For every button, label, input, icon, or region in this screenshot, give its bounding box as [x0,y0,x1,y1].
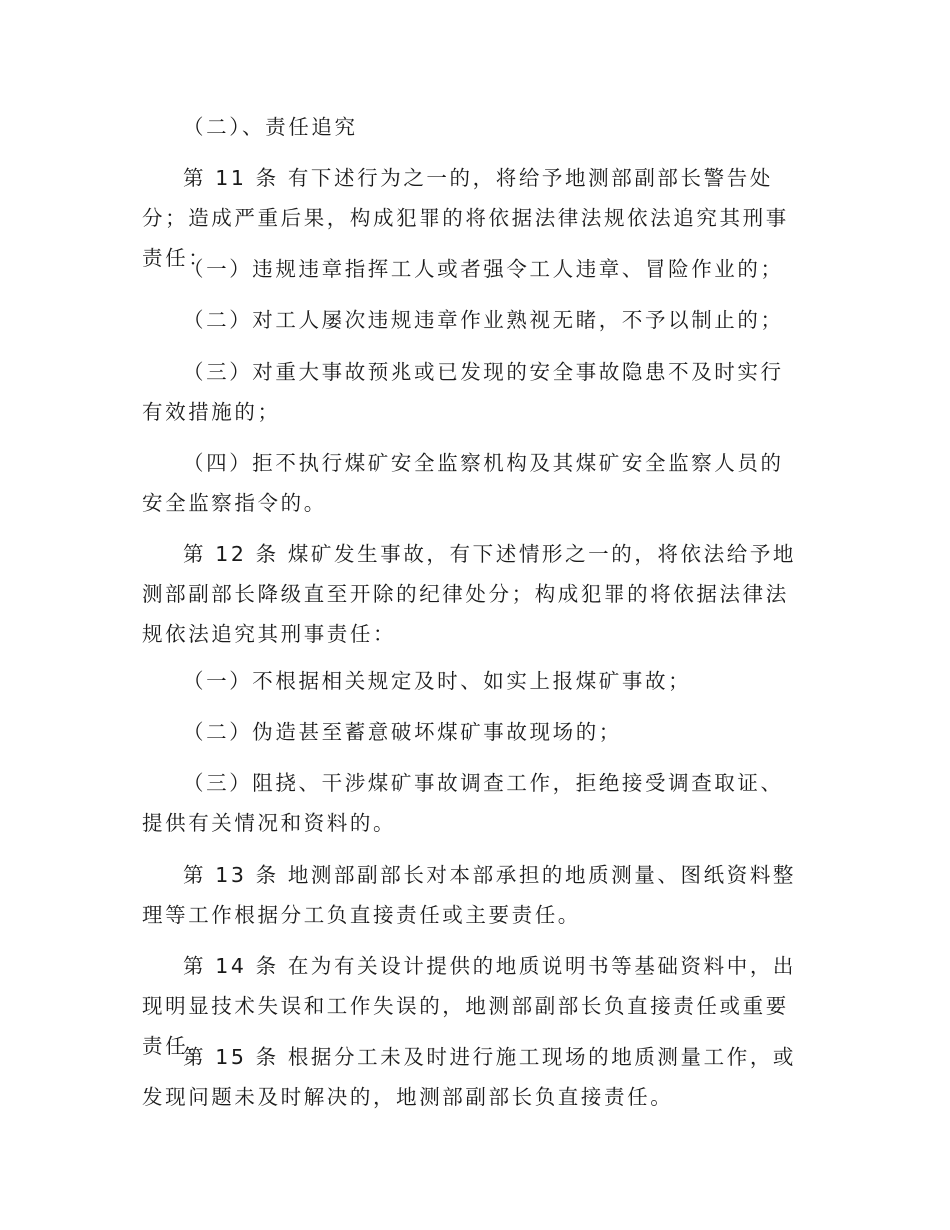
section-heading: （二）、责任追究 [183,115,358,139]
article-11-item-3: （三）对重大事故预兆或已发现的安全事故隐患不及时实行有效措施的； [142,360,784,424]
article-12: 第 12 条 煤矿发生事故，有下述情形之一的，将依法给予地测部副部长降级直至开除的纪律处分；构成犯罪的将依据法律法规依法追究其刑事责任： [142,542,797,646]
article-12-item-1: （一）不根据相关规定及时、如实上报煤矿事故； [183,669,692,693]
article-11-item-4: （四）拒不执行煤矿安全监察机构及其煤矿安全监察人员的安全监察指令的。 [142,451,784,515]
article-11: 第 11 条 有下述行为之一的，将给予地测部副部长警告处分；造成严重后果，构成犯罪的将依据法律法规依法追究其刑事责任： [142,166,789,270]
article-15: 第 15 条 根据分工未及时进行施工现场的地质测量工作，或发现问题未及时解决的，地测部副部长负直接责任。 [142,1045,797,1109]
article-12-item-2: （二）伪造甚至蓄意破坏煤矿事故现场的； [183,720,622,744]
article-13: 第 13 条 地测部副部长对本部承担的地质测量、图纸资料整理等工作根据分工负直接责任或主要责任。 [142,863,797,927]
article-11-item-1: （一）违规违章指挥工人或者强令工人违章、冒险作业的； [183,257,784,281]
article-11-item-2: （二）对工人屡次违规违章作业熟视无睹，不予以制止的； [183,308,784,332]
article-12-item-3: （三）阻挠、干涉煤矿事故调查工作，拒绝接受调查取证、提供有关情况和资料的。 [142,771,784,835]
article-14: 第 14 条 在为有关设计提供的地质说明书等基础资料中，出现明显技术失误和工作失误的，地测部副部长负直接责任或重要责任。 [142,954,797,1058]
